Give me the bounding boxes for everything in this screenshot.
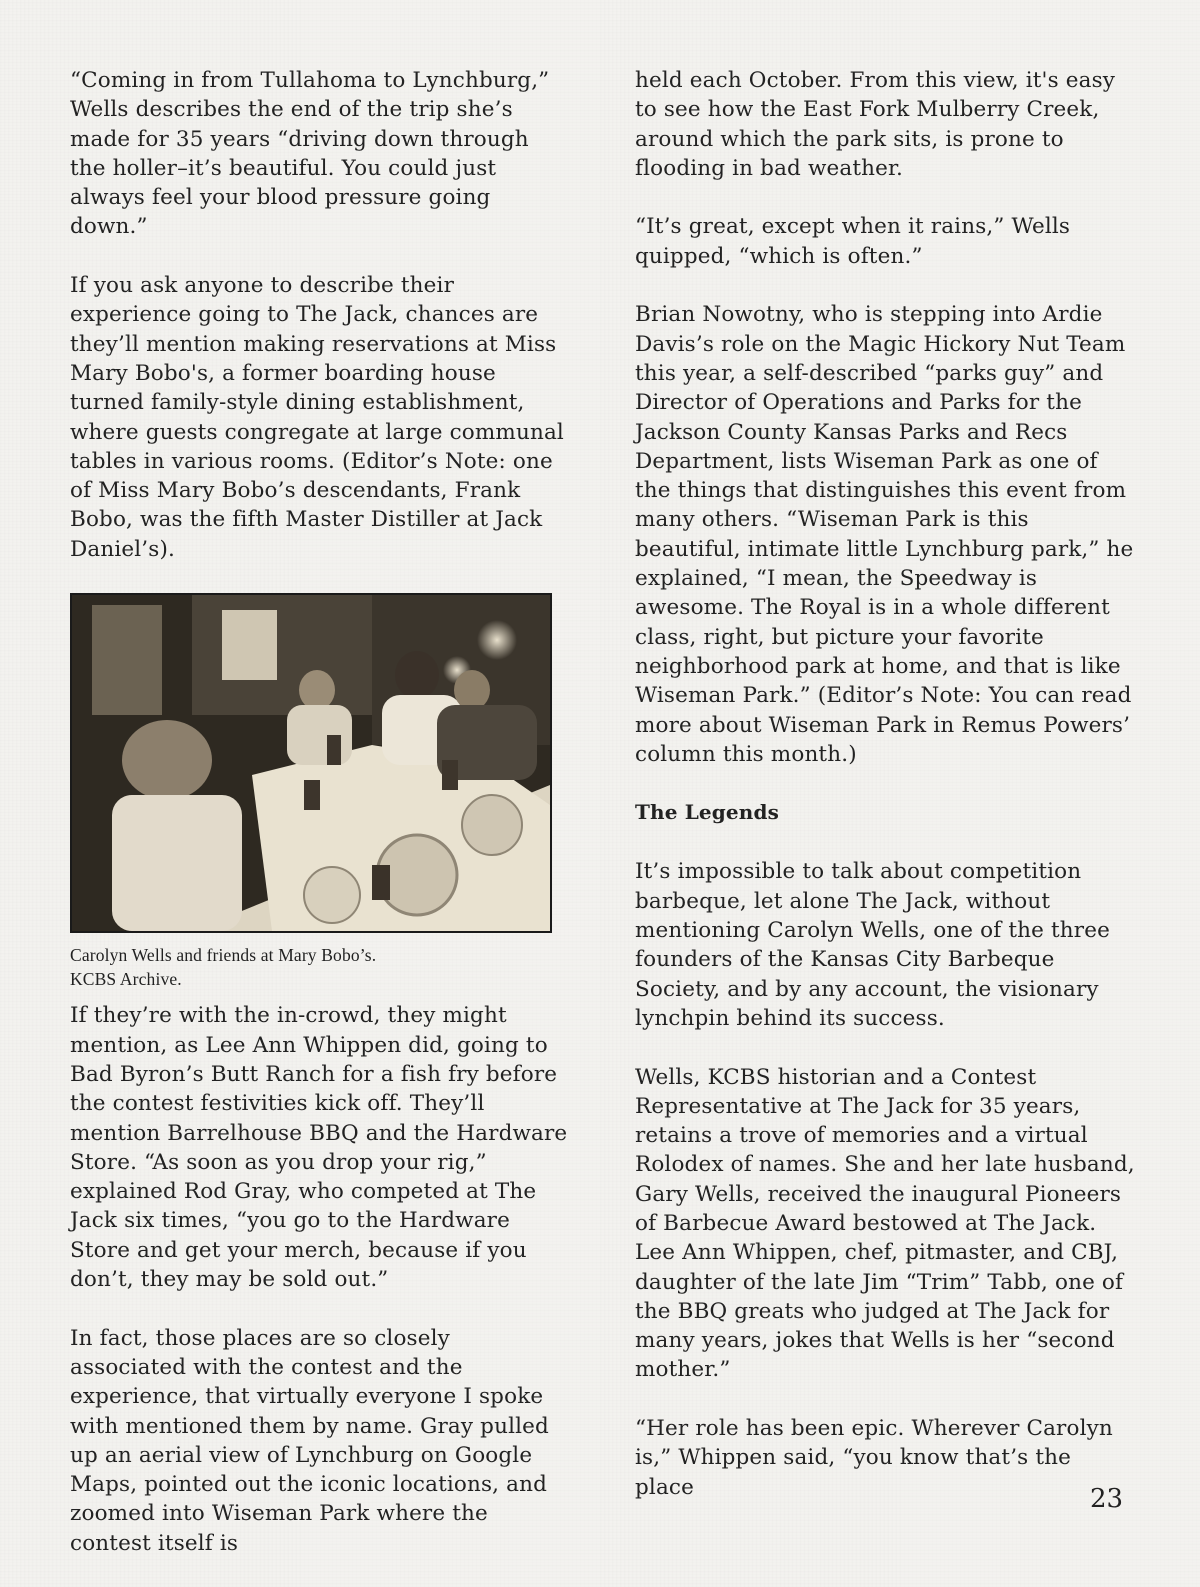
paragraph: If you ask anyone to describe their experience going to The Jack, chances are they’ll mention making reservations at Miss Mary Bobo's, a former boarding house turned family-style dining establishment, where guests congregate at large communal tables in various rooms. (Editor’s Note: one of Miss Mary Bobo’s descendants, Frank Bobo, was the fifth Master Distiller at Jack Daniel’s). <box>70 273 564 562</box>
dinner-photo-image <box>72 595 550 931</box>
paragraph: “It’s great, except when it rains,” Wells quipped, “which is often.” <box>635 214 1071 269</box>
paragraph: Wells, KCBS historian and a Contest Representative at The Jack for 35 years, retains a trove of memories and a virtual Rolodex of names. She and her late husband, Gary Wells, received the inaugural Pioneers of Barbecue Award bestowed at The Jack. Lee Ann Whippen, chef, pitmaster, and CBJ, daughter of the late Jim “Trim” Tabb, one of the BBQ greats who judged at The Jack for many years, jokes that Wells is her “second mother.” <box>635 1064 1135 1383</box>
photo-figure <box>70 593 570 991</box>
left-column <box>70 66 570 1587</box>
paragraph: “Her role has been epic. Wherever Carolyn is,” Whippen said, “you know that’s the place <box>635 1416 1113 1500</box>
section-heading: The Legends <box>635 800 780 825</box>
page-number: 23 <box>1090 1484 1124 1514</box>
photo-caption <box>70 943 570 991</box>
paragraph: If they’re with the in-crowd, they might mention, as Lee Ann Whippen did, going to Bad Byron’s Butt Ranch for a fish fry before the contest festivities kick off. They’ll mention Barrelhouse BBQ and the Hardware Store. “As soon as you drop your rig,” explained Rod Gray, who competed at The Jack six times, “you go to the Hardware Store and get your merch, because if you don’t, they may be sold out.” <box>70 1003 568 1293</box>
paragraph: “Coming in from Tullahoma to Lynchburg,” Wells describes the end of the trip she’s made for 35 years “driving down through the holler–it’s beautiful. You could just always feel your blood pressure going down.” <box>70 68 550 240</box>
paragraph: It’s impossible to talk about competition barbeque, let alone The Jack, without mentioning Carolyn Wells, one of the three founders of the Kansas City Barbeque Society, and by any account, the visionary lynchpin behind its success. <box>635 859 1110 1031</box>
paragraph: held each October. From this view, it's easy to see how the East Fork Mulberry Creek, around which the park sits, is prone to flooding in bad weather. <box>635 68 1116 181</box>
paragraph: In fact, those places are so closely associated with the contest and the experience, that virtually everyone I spoke with mentioned them by name. Gray pulled up an aerial view of Lynchburg on Google Maps, pointed out the iconic locations, and zoomed into Wiseman Park where the contest itself is <box>70 1325 549 1556</box>
caption-line: Carolyn Wells and friends at Mary Bobo’s. <box>70 945 377 966</box>
right-column <box>635 66 1135 1531</box>
dinner-photo <box>70 593 552 933</box>
caption-credit: KCBS Archive. <box>70 969 182 990</box>
paragraph: Brian Nowotny, who is stepping into Ardie Davis’s role on the Magic Hickory Nut Team this year, a self-described “parks guy” and Director of Operations and Parks for the Jackson County Kansas Parks and Recs Department, lists Wiseman Park as one of the things that distinguishes this event from many others. “Wiseman Park is this beautiful, intimate little Lynchburg park,” he explained, “I mean, the Speedway is awesome. The Royal is in a whole different class, right, but picture your favorite neighborhood park at home, and that is like Wiseman Park.” (Editor’s Note: You can read more about Wiseman Park in Remus Powers’ column this month.) <box>635 302 1134 767</box>
